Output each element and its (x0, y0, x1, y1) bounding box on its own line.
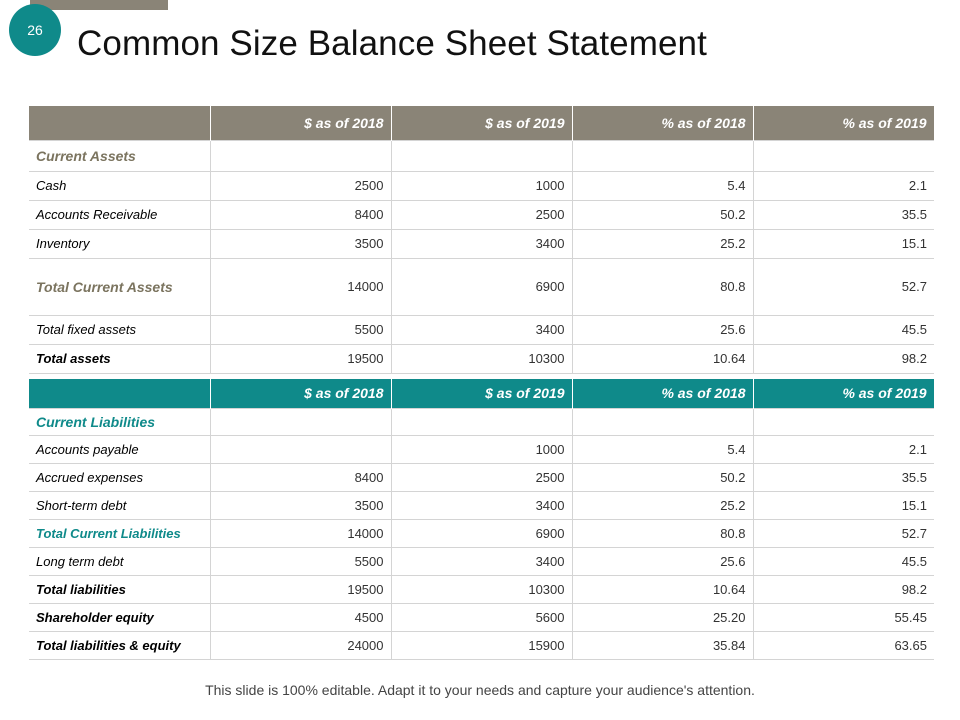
row-label: Total assets (29, 344, 210, 373)
assets-header-row (29, 106, 934, 140)
liabilities-table (29, 379, 935, 660)
table-row-total (29, 631, 934, 659)
cell: 19500 (210, 344, 391, 373)
table-row-total (29, 519, 934, 547)
cell: 2.1 (753, 171, 934, 200)
cell: 24000 (210, 631, 391, 659)
footer-note: This slide is 100% editable. Adapt it to your needs and capture your audience's attention. (205, 682, 755, 698)
cell: 80.8 (572, 258, 753, 315)
row-label: Accrued expenses (29, 463, 210, 491)
cell: 15.1 (753, 229, 934, 258)
cell: 10300 (391, 344, 572, 373)
cell: 2500 (391, 463, 572, 491)
column-header: $ as of 2018 (210, 106, 391, 140)
cell: 63.65 (753, 631, 934, 659)
assets-table (29, 106, 935, 374)
row-label: Accounts Receivable (29, 200, 210, 229)
cell: 19500 (210, 575, 391, 603)
cell: 14000 (210, 258, 391, 315)
cell: 3500 (210, 229, 391, 258)
cell: 5500 (210, 315, 391, 344)
cell: 35.84 (572, 631, 753, 659)
cell: 52.7 (753, 258, 934, 315)
cell: 45.5 (753, 315, 934, 344)
section-row (29, 140, 934, 171)
cell: 55.45 (753, 603, 934, 631)
row-label: Cash (29, 171, 210, 200)
section-label: Current Liabilities (29, 408, 210, 435)
cell: 1000 (391, 435, 572, 463)
cell: 25.6 (572, 547, 753, 575)
column-header: $ as of 2019 (391, 106, 572, 140)
row-label: Short-term debt (29, 491, 210, 519)
cell: 50.2 (572, 200, 753, 229)
section-row (29, 408, 934, 435)
cell: 80.8 (572, 519, 753, 547)
cell: 10.64 (572, 344, 753, 373)
cell: 50.2 (572, 463, 753, 491)
cell: 1000 (391, 171, 572, 200)
cell: 3400 (391, 229, 572, 258)
column-header: % as of 2019 (753, 379, 934, 408)
row-label: Inventory (29, 229, 210, 258)
cell: 8400 (210, 463, 391, 491)
cell: 10.64 (572, 575, 753, 603)
cell: 3500 (210, 491, 391, 519)
cell: 4500 (210, 603, 391, 631)
cell: 3400 (391, 315, 572, 344)
cell: 45.5 (753, 547, 934, 575)
row-label: Long term debt (29, 547, 210, 575)
slide-title: Common Size Balance Sheet Statement (77, 24, 707, 63)
row-label: Total Current Liabilities (29, 519, 210, 547)
table-row (29, 315, 934, 344)
cell: 98.2 (753, 344, 934, 373)
cell: 5.4 (572, 171, 753, 200)
table-row (29, 491, 934, 519)
cell: 5500 (210, 547, 391, 575)
cell: 25.2 (572, 491, 753, 519)
row-label: Total liabilities & equity (29, 631, 210, 659)
cell: 98.2 (753, 575, 934, 603)
cell: 35.5 (753, 463, 934, 491)
cell: 5600 (391, 603, 572, 631)
row-label: Total fixed assets (29, 315, 210, 344)
column-header: $ as of 2018 (210, 379, 391, 408)
table-row (29, 171, 934, 200)
cell: 25.6 (572, 315, 753, 344)
cell: 6900 (391, 258, 572, 315)
row-label: Total liabilities (29, 575, 210, 603)
row-label: Accounts payable (29, 435, 210, 463)
table-row (29, 463, 934, 491)
cell: 52.7 (753, 519, 934, 547)
row-label: Shareholder equity (29, 603, 210, 631)
cell: 8400 (210, 200, 391, 229)
cell: 15.1 (753, 491, 934, 519)
cell: 6900 (391, 519, 572, 547)
section-label: Current Assets (29, 140, 210, 171)
cell: 25.20 (572, 603, 753, 631)
cell (210, 435, 391, 463)
header-blank-cell (29, 106, 210, 140)
cell: 10300 (391, 575, 572, 603)
cell: 2500 (391, 200, 572, 229)
table-row-total (29, 258, 934, 315)
cell: 25.2 (572, 229, 753, 258)
cell: 2.1 (753, 435, 934, 463)
cell: 35.5 (753, 200, 934, 229)
cell: 14000 (210, 519, 391, 547)
table-row (29, 229, 934, 258)
row-label: Total Current Assets (29, 258, 210, 315)
column-header: % as of 2018 (572, 379, 753, 408)
table-row (29, 200, 934, 229)
cell: 3400 (391, 547, 572, 575)
table-row-total (29, 575, 934, 603)
cell: 15900 (391, 631, 572, 659)
cell: 5.4 (572, 435, 753, 463)
cell: 3400 (391, 491, 572, 519)
table-row-total (29, 603, 934, 631)
table-row (29, 547, 934, 575)
page-number-badge: 26 (9, 4, 61, 56)
liabilities-header-row (29, 379, 934, 408)
column-header: % as of 2018 (572, 106, 753, 140)
cell: 2500 (210, 171, 391, 200)
column-header: $ as of 2019 (391, 379, 572, 408)
column-header: % as of 2019 (753, 106, 934, 140)
table-row-total (29, 344, 934, 373)
table-row (29, 435, 934, 463)
header-blank-cell (29, 379, 210, 408)
